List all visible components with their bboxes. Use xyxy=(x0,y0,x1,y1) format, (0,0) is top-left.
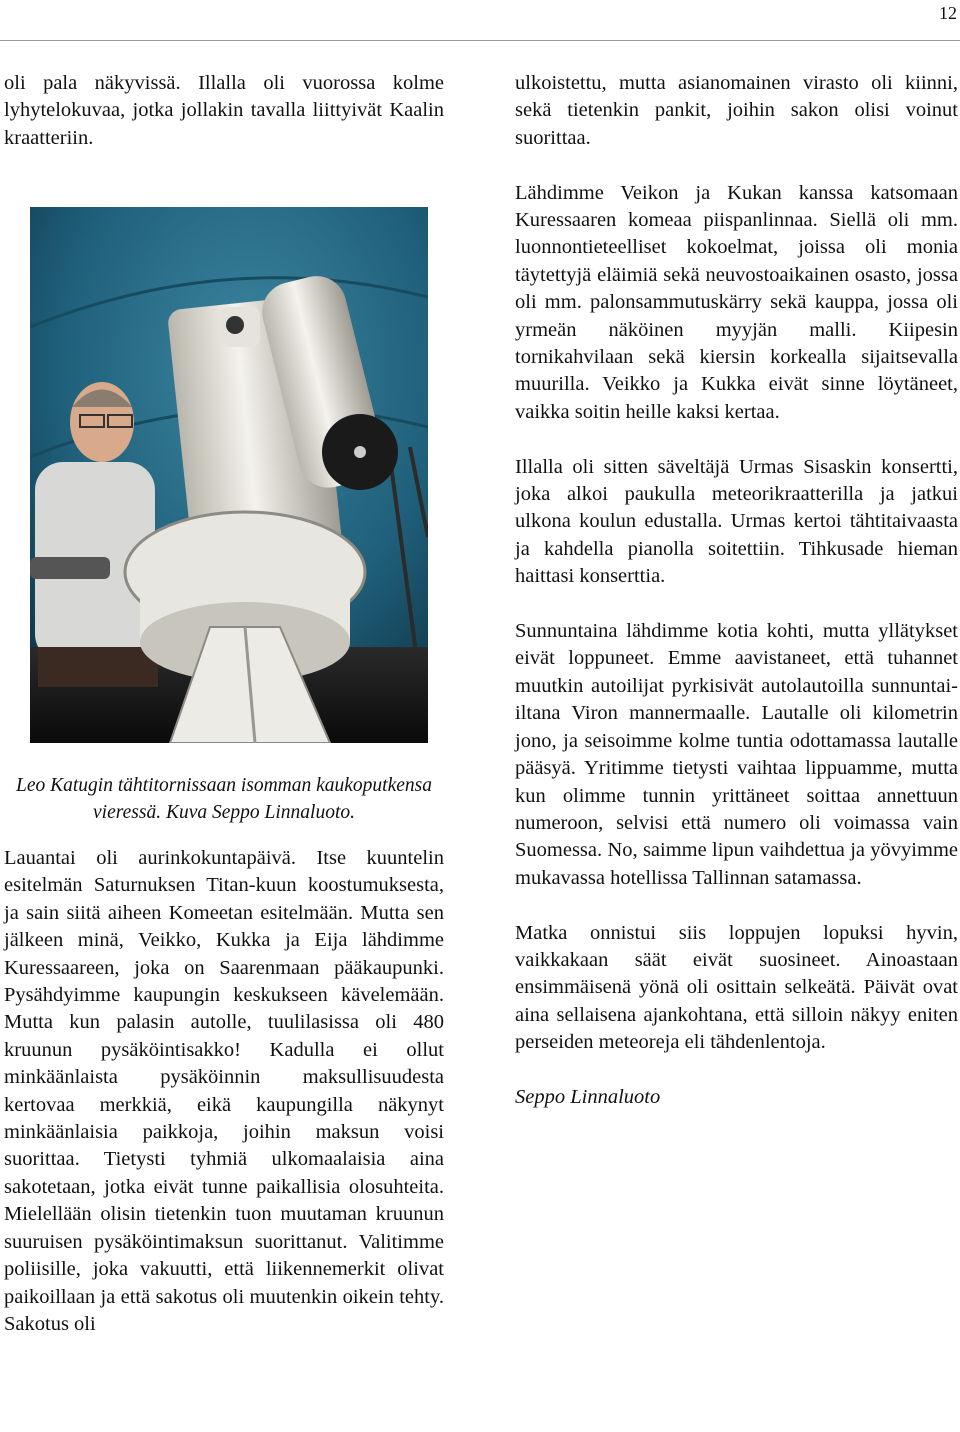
left-column-intro xyxy=(4,70,444,152)
photo-caption: Leo Katugin tähtitornissaan isomman kaukoputkensa vieressä. Kuva Seppo Linnaluoto. xyxy=(16,775,432,823)
telescope-photo xyxy=(30,207,428,743)
left-column-main xyxy=(4,845,444,1338)
author-signature: Seppo Linnaluoto xyxy=(515,1085,661,1108)
right-paragraph-2: Lähdimme Veikon ja Kukan kanssa katsomaan Kuressaaren komeaa piispanlinnaa. Siellä oli mm. luonnontieteelliset kokoelmat, joissa oli monia täytettyjä eläimiä sekä neuvostoaikainen osasto, jossa oli mm. palonsammutuskärry sekä kauppa, jossa oli yrmeän näköinen myyjän malli. Kiipesin tornikahvilaan sekä kiersin korkealla sijaitsevalla muurilla. Veikko ja Kukka eivät sinne löytäneet, vaikka soitin heille kaksi kertaa. xyxy=(515,181,958,423)
page-number: 12 xyxy=(939,3,957,23)
right-paragraph-5: Matka onnistui siis loppujen lopuksi hyvin, vaikkakaan säät eivät suosineet. Ainoastaan ensimmäisenä yönä oli osittain selkeätä. Päivät ovat aina sellaisena ajankohtana, että silloin näkyy eniten perseiden meteoreja eli tähdenlentoja. xyxy=(515,921,958,1054)
right-paragraph-3: Illalla oli sitten säveltäjä Urmas Sisaskin konsertti, joka alkoi paukulla meteorikraatterilla ja jatkui ulkona koulun edustalla. Urmas kertoi tähtitaivaasta ja kahdella pianolla soitettiin. Tihkusade hieman haittasi konserttia. xyxy=(515,455,958,588)
saturday-paragraph: Lauantai oli aurinkokuntapäivä. Itse kuuntelin esitelmän Saturnuksen Titan-kuun koostumuksesta, ja sain siitä aiheen Komeetan esitelmään. Mutta sen jälkeen minä, Veikko, Kukka ja Eija lähdimme Kuressaareen, joka on Saarenmaan pääkaupunki. Pysähdyimme kaupungin keskukseen kävelemään. Mutta kun palasin autolle, tuulilasissa oli 480 kruunun pysäköintisakko! Kadulla ei ollut minkäänlaista pysäköinnin maksullisuudesta kertovaa merkkiä, eikä kaupungilla näkynyt minkäänlaisia paikkoja, joihin maksun voisi suorittaa. Tietysti tyhmiä ulkomaalaisia aina sakotetaan, jotka eivät tunne paikallisia olosuhteita. Mielellään olisin tietenkin tuon muutaman kruunun suuruisen pysäköintimaksun suorittanut. Valitimme poliisille, joka vakuutti, että liikennemerkit olivat paikoillaan ja että sakotus oli muutenkin oikein tehty. Sakotus oli xyxy=(4,847,444,1335)
paragraph-gap xyxy=(515,426,958,453)
header-rule xyxy=(0,40,960,41)
paragraph-gap xyxy=(515,892,958,919)
right-column xyxy=(515,70,958,1111)
right-paragraph-1: ulkoistettu, mutta asianomainen virasto oli kiinni, sekä tietenkin pankit, joihin sakon olisi voinut suorittaa. xyxy=(515,72,958,149)
paragraph-gap xyxy=(515,591,958,618)
paragraph-gap xyxy=(515,152,958,179)
telescope-photo-illustration xyxy=(30,207,428,743)
paragraph-gap xyxy=(515,1057,958,1084)
right-paragraph-4: Sunnuntaina lähdimme kotia kohti, mutta yllätykset eivät loppuneet. Emme aavistaneet, että tuhannet muutkin autoilijat pyrkisivät autolautoilla sunnuntai-iltana Viron mannermaalle. Lautalle oli kilometrin jono, ja seisoimme kolme tuntia odottamassa lautalle pääsyä. Yritimme tietysti vaihtaa lippuamme, mutta kun olimme tunnin yrittäneet soittaa annettuun numeroon, selvisi että numero oli voimassa vain Suomessa. No, saimme lipun vaihdettua ja yövyimme mukavassa hotellissa Tallinnan satamassa. xyxy=(515,620,958,889)
intro-paragraph: oli pala näkyvissä. Illalla oli vuorossa kolme lyhytelokuvaa, jotka jollakin tavalla liittyivät Kaalin kraatteriin. xyxy=(4,72,444,149)
